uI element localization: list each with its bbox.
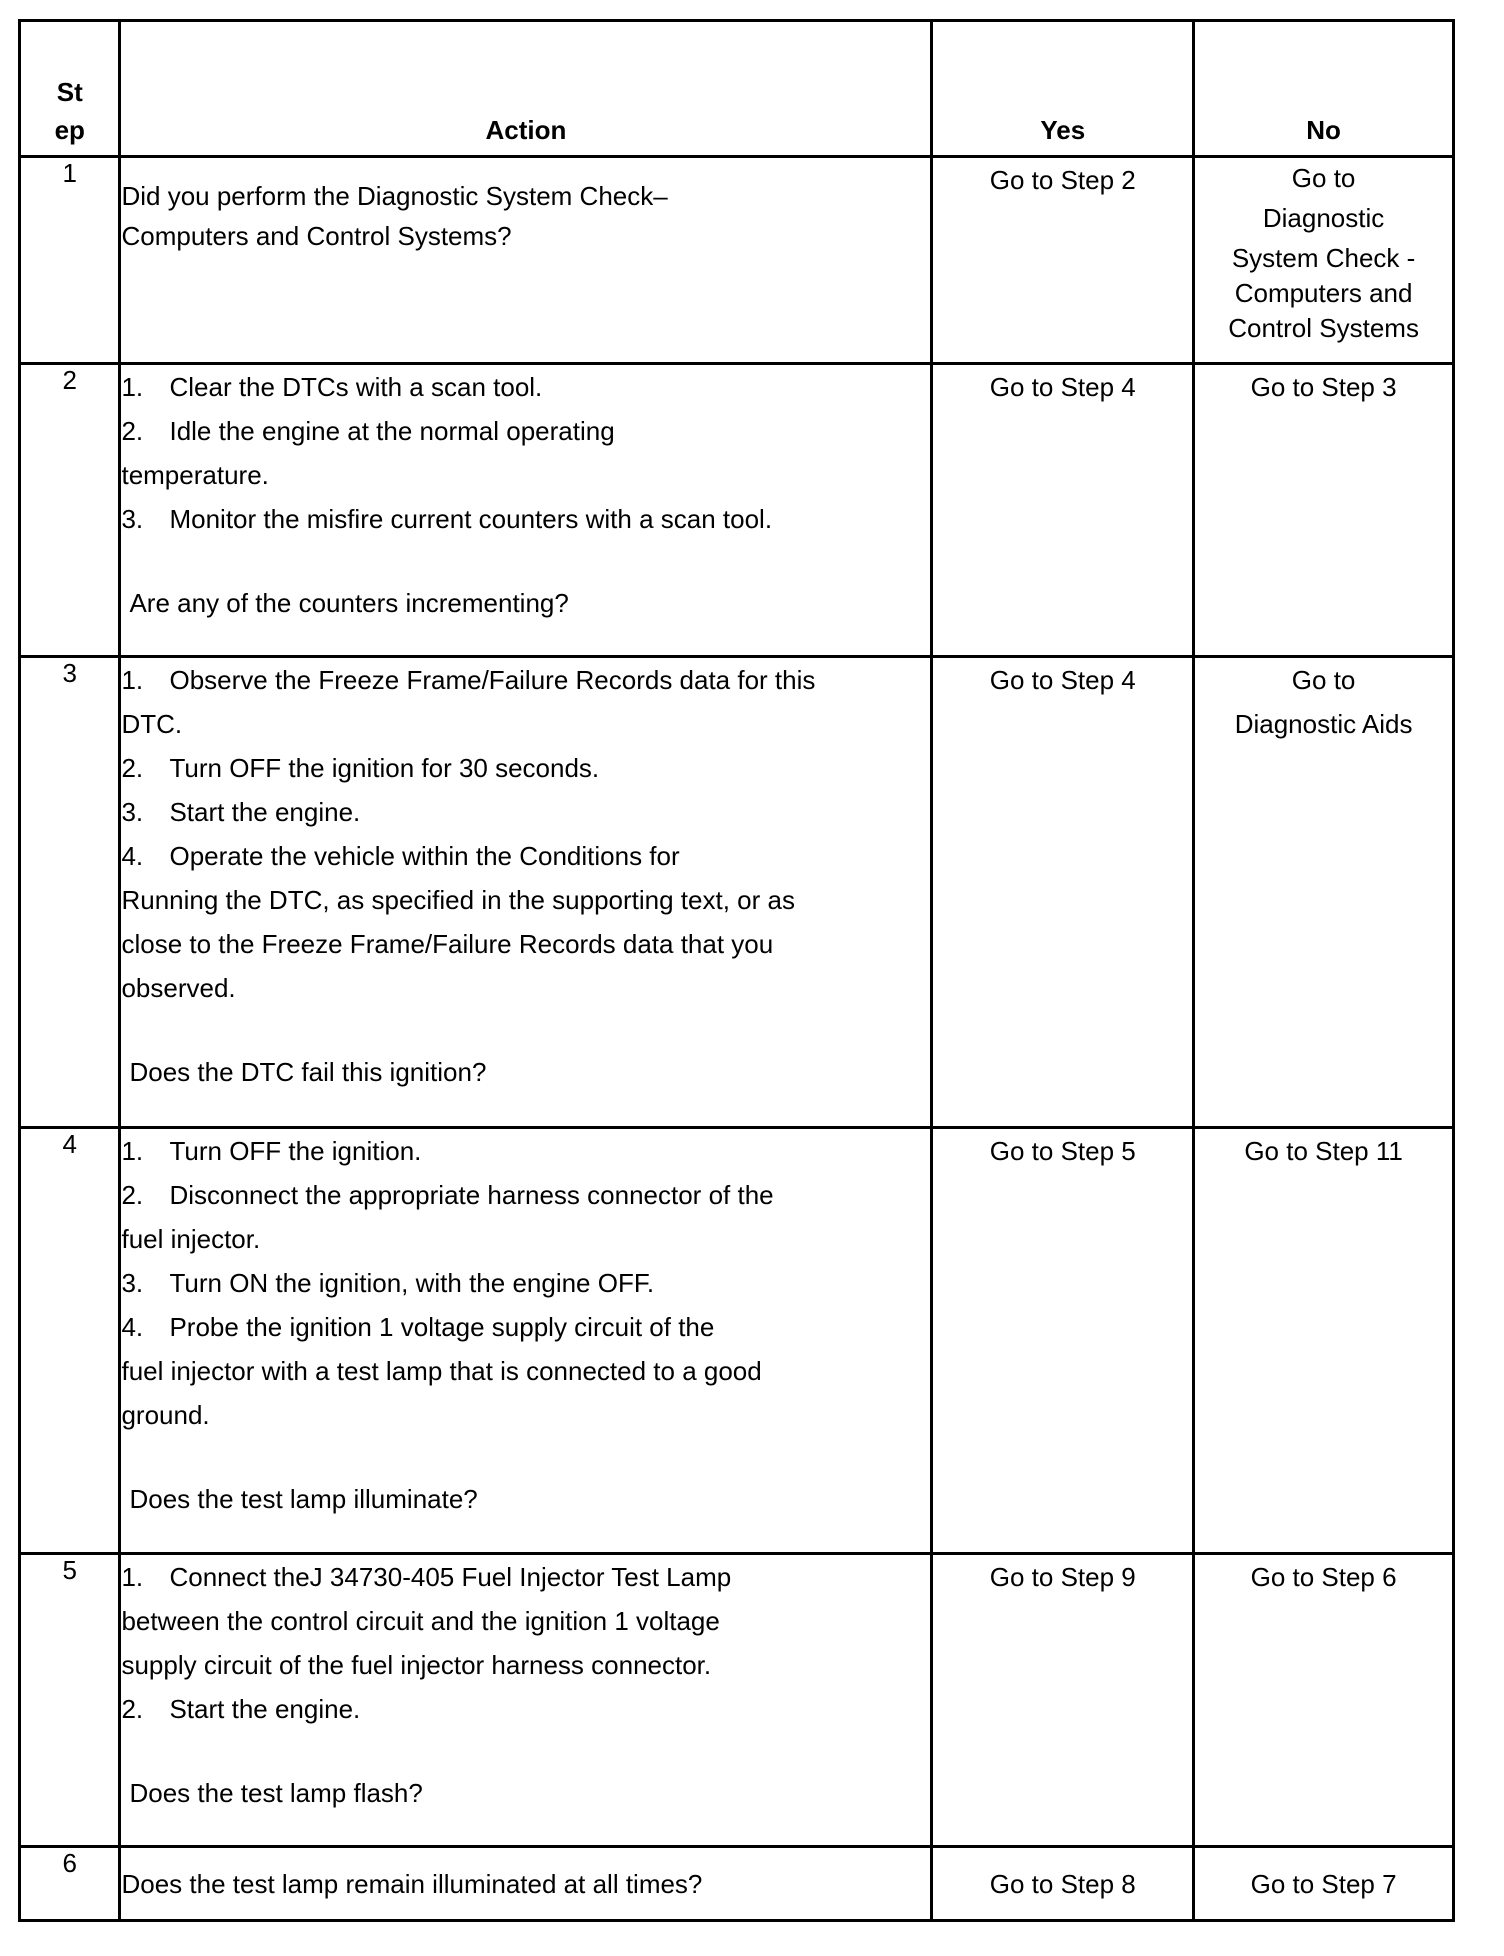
- diagnostic-table: [18, 19, 1455, 1922]
- action-cell: 1. Connect theJ 34730-405 Fuel Injector Test Lamp between the control circuit and the ignition 1 voltage supply circuit of the fuel injector harness connector. 2. Start the engine. Does the test lamp flash?: [120, 1554, 932, 1847]
- step-number: 3: [20, 657, 120, 1128]
- no-cell: Go to Step 3: [1194, 364, 1454, 657]
- table-row: [20, 657, 1454, 1128]
- yes-cell: Go to Step 5: [932, 1128, 1194, 1554]
- question-text: Does the DTC fail this ignition?: [129, 1057, 487, 1087]
- step-number: 5: [20, 1554, 120, 1847]
- action-cell: 1. Turn OFF the ignition. 2. Disconnect the appropriate harness connector of the fuel injector. 3. Turn ON the ignition, with the engine OFF. 4. Probe the ignition 1 voltage supply circuit of the fuel injector with a test lamp that is connected to a good ground. Does the test lamp illuminate?: [120, 1128, 932, 1554]
- yes-cell: Go to Step 4: [932, 657, 1194, 1128]
- table-row: [20, 1554, 1454, 1847]
- question-text: Does the test lamp illuminate?: [129, 1484, 478, 1514]
- yes-cell: Go to Step 8: [932, 1847, 1194, 1921]
- yes-cell: Go to Step 4: [932, 364, 1194, 657]
- action-cell: Does the test lamp remain illuminated at all times?: [120, 1847, 932, 1921]
- header-row: [20, 21, 1454, 157]
- step-number: 6: [20, 1847, 120, 1921]
- header-no: No: [1194, 21, 1454, 157]
- table-row: [20, 364, 1454, 657]
- action-cell: Did you perform the Diagnostic System Check– Computers and Control Systems?: [120, 157, 932, 364]
- header-step: St ep: [20, 21, 120, 157]
- step-number: 4: [20, 1128, 120, 1554]
- no-cell: Go to Step 11: [1194, 1128, 1454, 1554]
- yes-cell: Go to Step 9: [932, 1554, 1194, 1847]
- yes-cell: Go to Step 2: [932, 157, 1194, 364]
- step-number: 1: [20, 157, 120, 364]
- action-cell: 1. Observe the Freeze Frame/Failure Records data for this DTC. 2. Turn OFF the ignition for 30 seconds. 3. Start the engine. 4. Operate the vehicle within the Conditions for Running the DTC, as specified in the supporting text, or as close to the Freeze Frame/Failure Records data that you observed. Does the DTC fail this ignition?: [120, 657, 932, 1128]
- table-row: [20, 1847, 1454, 1921]
- question-text: Does the test lamp flash?: [129, 1778, 423, 1808]
- header-action: Action: [120, 21, 932, 157]
- step-number: 2: [20, 364, 120, 657]
- no-cell: Go to Step 6: [1194, 1554, 1454, 1847]
- header-yes: Yes: [932, 21, 1194, 157]
- no-cell: Go to Step 7: [1194, 1847, 1454, 1921]
- action-cell: 1. Clear the DTCs with a scan tool. 2. Idle the engine at the normal operating temperature. 3. Monitor the misfire current counters with a scan tool. Are any of the counters incrementing?: [120, 364, 932, 657]
- table-row: [20, 157, 1454, 364]
- question-text: Are any of the counters incrementing?: [129, 588, 569, 618]
- table-row: [20, 1128, 1454, 1554]
- no-cell: Go to Diagnostic System Check - Computers and Control Systems: [1194, 157, 1454, 364]
- no-cell: Go to Diagnostic Aids: [1194, 657, 1454, 1128]
